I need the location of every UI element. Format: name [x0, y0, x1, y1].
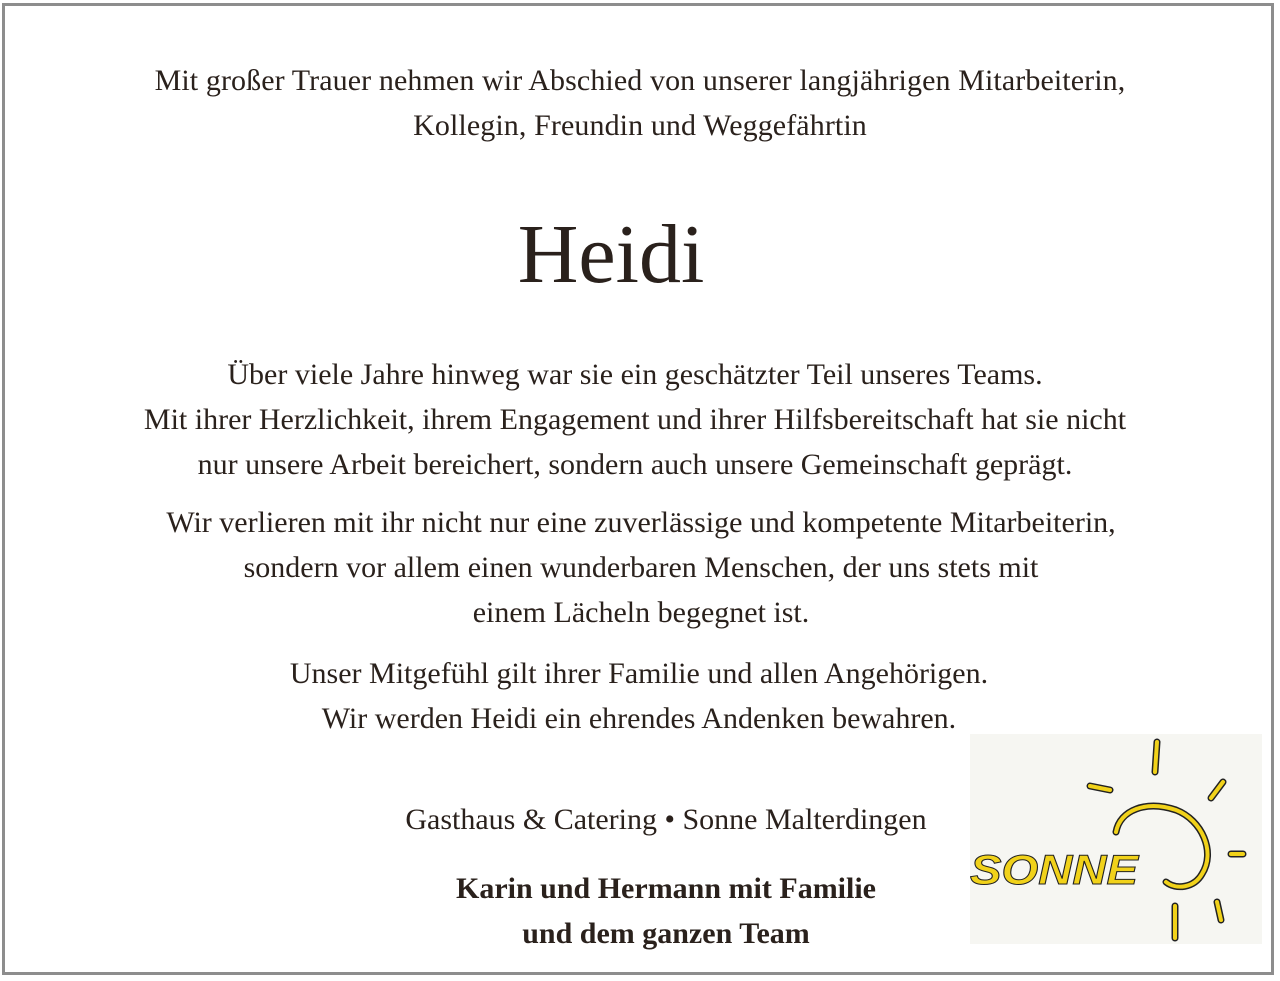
sonne-logo — [970, 734, 1262, 944]
paragraph-line: Unser Mitgefühl gilt ihrer Familie und allen Angehörigen. — [289, 657, 989, 690]
paragraph-line: Wir verlieren mit ihr nicht nur eine zuverlässige und kompetente Mitarbeiterin, — [166, 506, 1116, 539]
intro-line: Mit großer Trauer nehmen wir Abschied von unserer langjährigen Mitarbeiterin, — [154, 64, 1126, 97]
intro-line: Kollegin, Freundin und Weggefährtin — [413, 109, 867, 142]
paragraph-loss — [0, 500, 1280, 635]
paragraph-line: Wir werden Heidi ein ehrendes Andenken bewahren. — [321, 702, 957, 735]
paragraph-line: einem Lächeln begegnet ist. — [472, 596, 810, 629]
signer-line: Karin und Hermann mit Familie — [456, 872, 876, 905]
paragraph-condolence — [0, 651, 1278, 741]
paragraph-line: Über viele Jahre hinweg war sie ein geschätzter Teil unseres Teams. — [227, 358, 1043, 391]
intro-text — [0, 58, 1280, 148]
paragraph-line: Mit ihrer Herzlichkeit, ihrem Engagement und ihrer Hilfsbereitschaft hat sie nicht — [143, 403, 1127, 436]
sun-icon — [970, 734, 1262, 944]
deceased-name: Heidi — [517, 208, 705, 301]
paragraph-line: nur unsere Arbeit bereichert, sondern auch unsere Gemeinschaft geprägt. — [197, 448, 1073, 481]
sender-name: Gasthaus & Catering • Sonne Malterdingen — [405, 803, 927, 836]
logo-wordmark: SONNE — [970, 846, 1141, 893]
paragraph-tribute — [0, 352, 1270, 487]
signer-line: und dem ganzen Team — [522, 917, 810, 950]
paragraph-line: sondern vor allem einen wunderbaren Menschen, der uns stets mit — [243, 551, 1039, 584]
